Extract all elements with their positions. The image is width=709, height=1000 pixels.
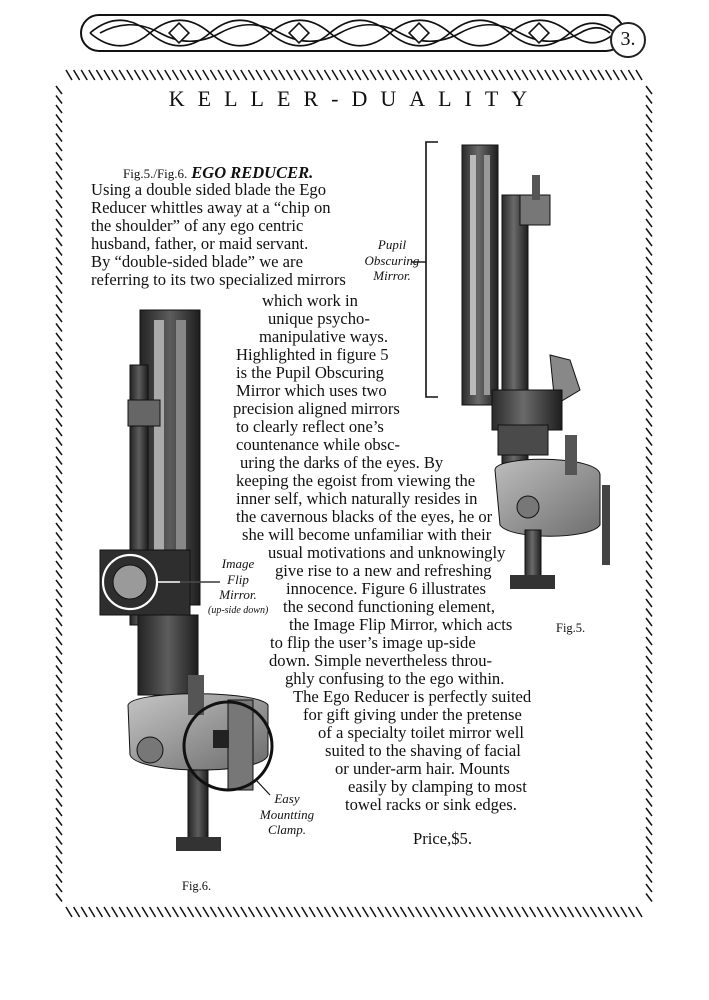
body-text-line: Mirror which uses two bbox=[236, 381, 387, 400]
body-text-line: inner self, which naturally resides in bbox=[236, 489, 478, 508]
body-text-line: precision aligned mirrors bbox=[233, 399, 400, 418]
image-flip-annotation bbox=[208, 556, 268, 618]
body-text-line: for gift giving under the pretense bbox=[303, 705, 522, 724]
body-text-line: By “double-sided blade” we are bbox=[91, 252, 303, 271]
body-text-line: to clearly reflect one’s bbox=[236, 417, 384, 436]
annotation-line: Clamp. bbox=[268, 822, 306, 837]
body-text-line: which work in bbox=[262, 291, 358, 310]
body-text-line: manipulative ways. bbox=[259, 327, 389, 346]
body-text-line: usual motivations and unknowingly bbox=[268, 543, 506, 562]
body-text-line: to flip the user’s image up-side bbox=[270, 633, 476, 652]
figure-5-caption: Fig.5. bbox=[556, 621, 586, 635]
annotation-line: Pupil bbox=[377, 237, 407, 252]
body-text-line: is the Pupil Obscuring bbox=[236, 363, 384, 382]
body-text-line: the shoulder” of any ego centric bbox=[91, 216, 304, 235]
figure-label: Fig.5./Fig.6. bbox=[123, 166, 188, 181]
body-text-line: The Ego Reducer is perfectly suited bbox=[293, 687, 532, 706]
body-text-line: or under-arm hair. Mounts bbox=[335, 759, 510, 778]
annotation-line: Obscuring bbox=[364, 252, 420, 268]
annotation-line: Mirror. bbox=[373, 268, 411, 283]
body-text-line: the cavernous blacks of the eyes, he or bbox=[236, 507, 493, 526]
figure-6-caption: Fig.6. bbox=[182, 879, 212, 893]
pupil-mirror-annotation bbox=[362, 237, 422, 284]
body-text-line: referring to its two specialized mirrors bbox=[91, 270, 346, 289]
body-text-line: Highlighted in figure 5 bbox=[236, 345, 389, 364]
annotation-line: Mirror. bbox=[219, 587, 257, 602]
body-text-line: easily by clamping to most bbox=[348, 777, 527, 796]
body-text-line: give rise to a new and refreshing bbox=[275, 561, 492, 580]
product-title: EGO REDUCER. bbox=[191, 163, 314, 182]
body-text-line: innocence. Figure 6 illustrates bbox=[286, 579, 486, 598]
body-text-line: uring the darks of the eyes. By bbox=[240, 453, 444, 472]
body-text-line: suited to the shaving of facial bbox=[325, 741, 521, 760]
clamp-highlight-circle bbox=[184, 702, 272, 790]
body-text-line: towel racks or sink edges. bbox=[345, 795, 517, 814]
body-text-line: down. Simple nevertheless throu- bbox=[269, 651, 493, 670]
clamp-annotation bbox=[252, 791, 322, 838]
body-text-line: the second functioning element, bbox=[283, 597, 495, 616]
body-text-line: Reducer whittles away at a “chip on bbox=[91, 198, 331, 217]
body-text-line: keeping the egoist from viewing the bbox=[236, 471, 476, 490]
annotation-note: (up-side down) bbox=[208, 604, 269, 616]
body-text-line: countenance while obsc- bbox=[236, 435, 401, 454]
annotation-line: Image bbox=[221, 556, 255, 571]
annotation-line: Mountting bbox=[259, 806, 315, 822]
annotation-line: Easy bbox=[274, 791, 300, 806]
body-text-line: of a specialty toilet mirror well bbox=[318, 723, 524, 742]
annotation-line: Flip bbox=[227, 571, 249, 587]
image-flip-highlight-circle bbox=[103, 555, 157, 609]
body-text-line: the Image Flip Mirror, which acts bbox=[289, 615, 513, 634]
page-number: 3. bbox=[610, 22, 646, 58]
price: Price,$5. bbox=[413, 829, 472, 848]
body-text-line: she will become unfamiliar with their bbox=[242, 525, 492, 544]
page-header: KELLER-DUALITY bbox=[168, 86, 541, 111]
body-text-line: husband, father, or maid servant. bbox=[91, 234, 309, 253]
body-text-line: unique psycho- bbox=[268, 309, 370, 328]
body-text-line: Using a double sided blade the Ego bbox=[91, 180, 327, 199]
body-text-line: ghly confusing to the ego within. bbox=[285, 669, 505, 688]
